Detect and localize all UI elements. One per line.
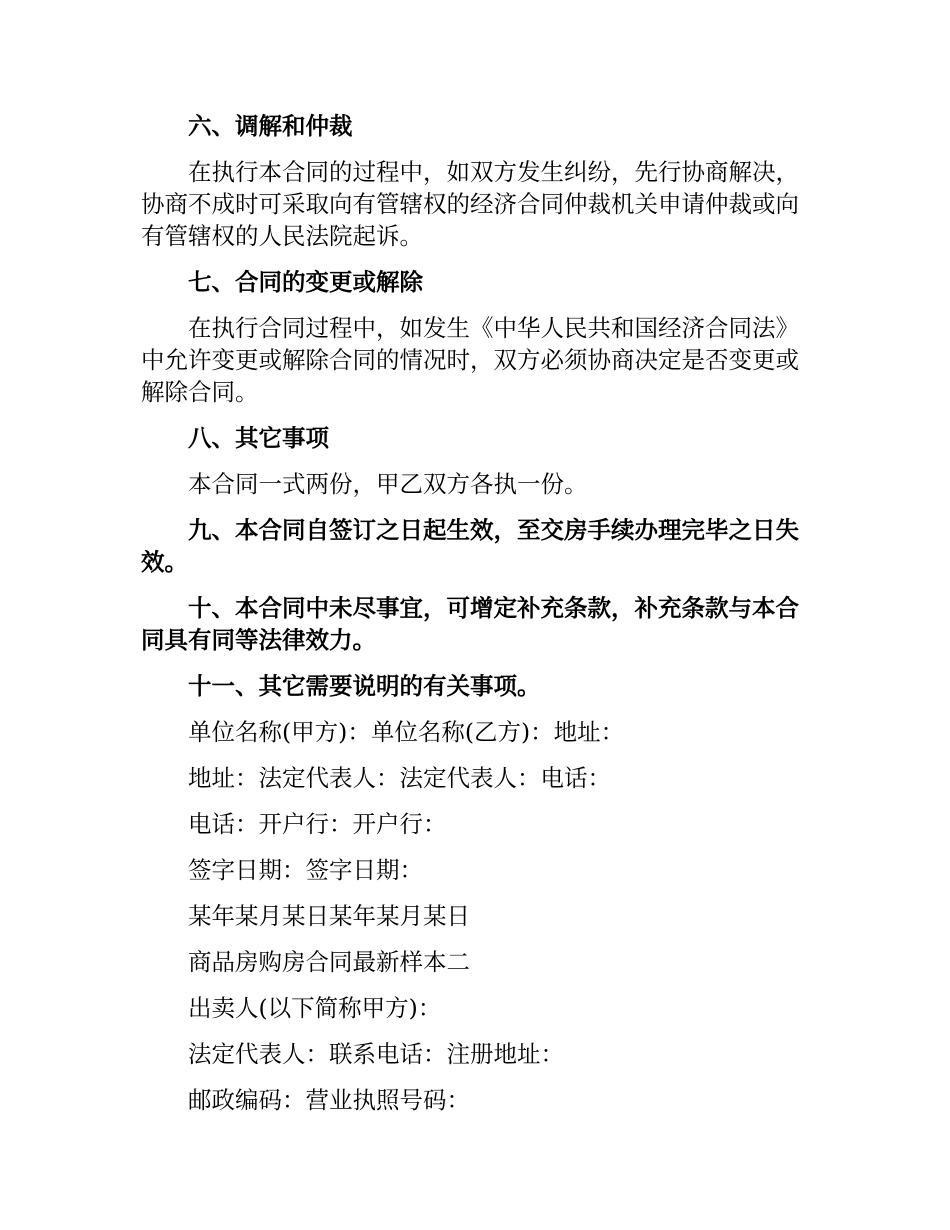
signature-line-2: 地址：法定代表人：法定代表人：电话： — [188, 764, 611, 792]
sample-title: 商品房购房合同最新样本二 — [188, 948, 470, 976]
seller-line: 出卖人(以下简称甲方)： — [188, 994, 442, 1022]
signature-line-1: 单位名称(甲方)：单位名称(乙方)：地址： — [188, 718, 625, 746]
document-body — [141, 110, 813, 1116]
section-heading-7: 七、合同的变更或解除 — [188, 268, 423, 296]
date-line: 某年某月某日某年某月某日 — [188, 902, 470, 930]
section-heading-9: 九、本合同自签订之日起生效，至交房手续办理完毕之日失效。 — [141, 516, 799, 576]
signature-line-3: 电话：开户行：开户行： — [188, 810, 447, 838]
paragraph-mediation: 在执行本合同的过程中，如双方发生纠纷，先行协商解决，协商不成时可采取向有管辖权的经济合同仲裁机关申请仲裁或向有管辖权的人民法院起诉。 — [141, 158, 799, 250]
paragraph-change-termination: 在执行合同过程中，如发生《中华人民共和国经济合同法》中允许变更或解除合同的情况时，双方必须协商决定是否变更或解除合同。 — [141, 314, 799, 406]
seller-info-line: 法定代表人：联系电话：注册地址： — [188, 1040, 564, 1068]
postal-license-line: 邮政编码：营业执照号码： — [188, 1086, 470, 1114]
section-heading-10: 十、本合同中未尽事宜，可增定补充条款，补充条款与本合同具有同等法律效力。 — [141, 594, 799, 654]
section-heading-8: 八、其它事项 — [188, 424, 329, 452]
paragraph-copies: 本合同一式两份，甲乙双方各执一份。 — [188, 470, 588, 498]
signature-line-4: 签字日期：签字日期： — [188, 856, 423, 884]
section-heading-11: 十一、其它需要说明的有关事项。 — [188, 672, 541, 700]
section-heading-6: 六、调解和仲裁 — [188, 112, 353, 140]
